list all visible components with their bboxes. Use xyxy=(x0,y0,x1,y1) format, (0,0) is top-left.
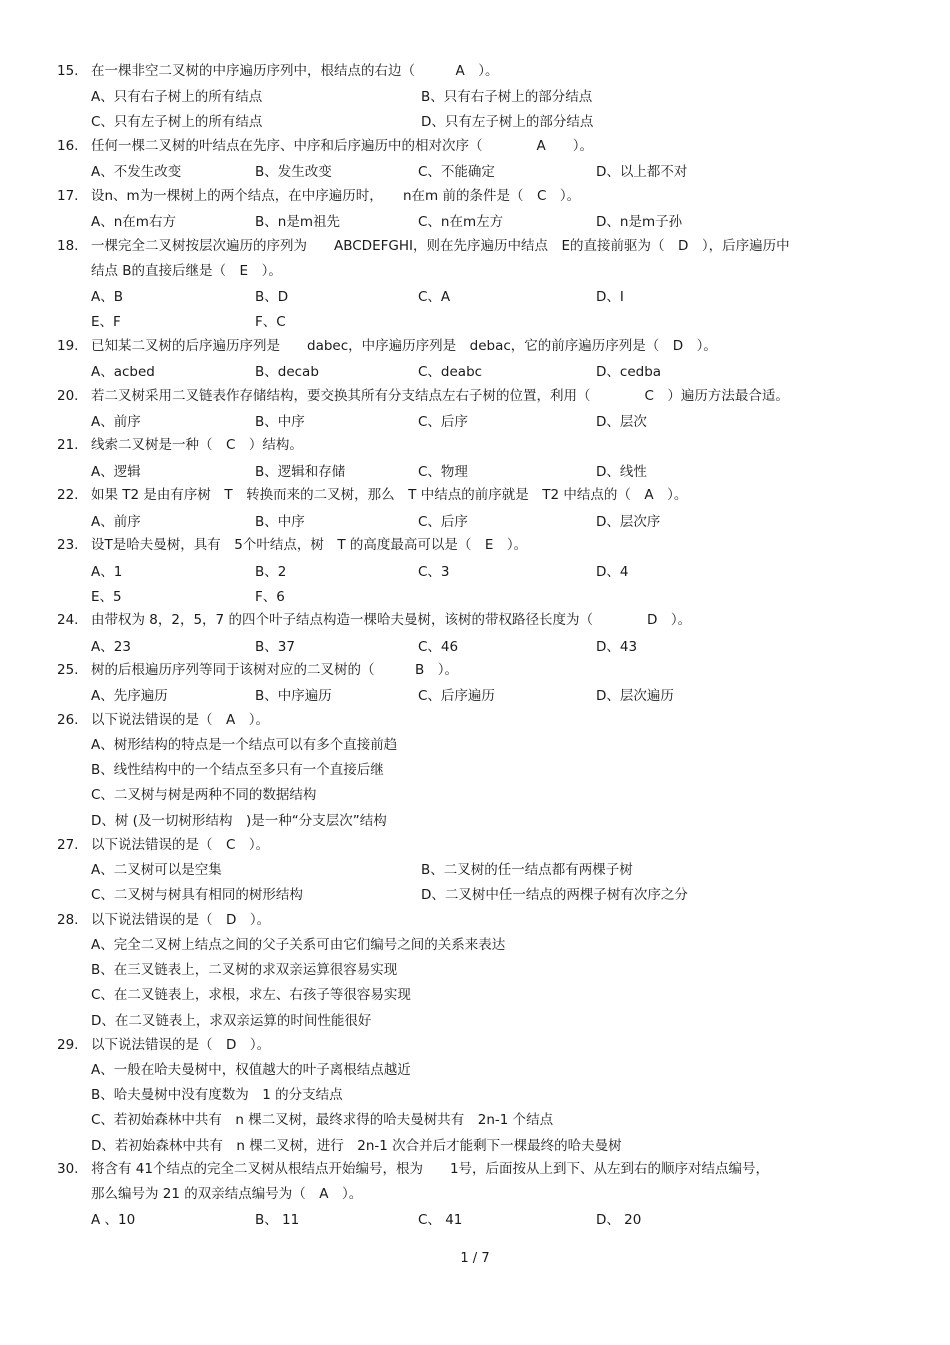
answer-option: B、线性结构中的一个结点至多只有一个直接后继 xyxy=(91,762,384,778)
answer-option: C、不能确定 xyxy=(418,164,495,180)
answer-option: C、在二叉链表上，求根，求左、右孩子等很容易实现 xyxy=(91,987,411,1003)
question-text: 以下说法错误的是（ D ）。 xyxy=(91,1037,271,1053)
answer-option: C、A xyxy=(418,289,451,305)
answer-option: A、不发生改变 xyxy=(91,164,182,180)
answer-option: C、二叉树与树具有相同的树形结构 xyxy=(91,887,303,903)
answer-option: C、后序 xyxy=(418,514,468,530)
answer-option: A、先序遍历 xyxy=(91,688,168,704)
answer-option: B、只有右子树上的部分结点 xyxy=(421,89,593,105)
question-text: 设n、m为一棵树上的两个结点，在中序遍历时， n在m 前的条件是（ C ）。 xyxy=(91,188,581,204)
question-number: 19. xyxy=(57,338,79,354)
answer-option: D、层次 xyxy=(596,414,647,430)
question-number: 30. xyxy=(57,1161,79,1177)
answer-option: C、若初始森林中共有 n 棵二叉树，最终求得的哈夫曼树共有 2n-1 个结点 xyxy=(91,1112,554,1128)
question-number: 20. xyxy=(57,388,79,404)
question-number: 23. xyxy=(57,537,79,553)
answer-option: D、43 xyxy=(596,639,638,655)
answer-option: A、二叉树可以是空集 xyxy=(91,862,222,878)
answer-option: B、中序遍历 xyxy=(255,688,332,704)
question-text: 以下说法错误的是（ A ）。 xyxy=(91,712,269,728)
question-text: 那么编号为 21 的双亲结点编号为（ A ）。 xyxy=(91,1186,363,1202)
answer-option: A、B xyxy=(91,289,123,305)
answer-option: B、中序 xyxy=(255,514,305,530)
question-text: 一棵完全二叉树按层次遍历的序列为 ABCDEFGHI，则在先序遍历中结点 E的直接前驱为（ D ），后序遍历中 xyxy=(91,238,790,254)
answer-option: B、在三叉链表上，二叉树的求双亲运算很容易实现 xyxy=(91,962,398,978)
answer-option: B、哈夫曼树中没有度数为 1 的分支结点 xyxy=(91,1087,343,1103)
answer-option: F、6 xyxy=(255,589,285,605)
page-number: 1 / 7 xyxy=(460,1251,490,1266)
answer-option: D、只有左子树上的部分结点 xyxy=(421,114,594,130)
question-number: 26. xyxy=(57,712,79,728)
answer-option: A、一般在哈夫曼树中，权值越大的叶子离根结点越近 xyxy=(91,1062,411,1078)
answer-option: B、 11 xyxy=(255,1212,300,1228)
answer-option: D、4 xyxy=(596,564,629,580)
question-text: 以下说法错误的是（ D ）。 xyxy=(91,912,271,928)
answer-option: E、F xyxy=(91,314,121,330)
question-text: 如果 T2 是由有序树 T 转换而来的二叉树，那么 T 中结点的前序就是 T2 中结点的（ A ）。 xyxy=(91,487,688,503)
question-text: 若二叉树采用二叉链表作存储结构，要交换其所有分支结点左右子树的位置，利用（ C ）遍历方法最合适。 xyxy=(91,388,789,404)
question-number: 21. xyxy=(57,437,79,453)
answer-option: D、树 (及一切树形结构 )是一种“分支层次”结构 xyxy=(91,813,387,829)
question-text: 线索二叉树是一种（ C ）结构。 xyxy=(91,437,303,453)
answer-option: D、 20 xyxy=(596,1212,642,1228)
question-number: 18. xyxy=(57,238,79,254)
answer-option: C、3 xyxy=(418,564,450,580)
answer-option: C、46 xyxy=(418,639,459,655)
question-text: 任何一棵二叉树的叶结点在先序、中序和后序遍历中的相对次序（ A ）。 xyxy=(91,138,593,154)
answer-option: D、层次序 xyxy=(596,514,661,530)
answer-option: A、只有右子树上的所有结点 xyxy=(91,89,263,105)
answer-option: D、在二叉链表上，求双亲运算的时间性能很好 xyxy=(91,1013,372,1029)
answer-option: D、cedba xyxy=(596,364,662,380)
answer-option: B、二叉树的任一结点都有两棵子树 xyxy=(421,862,633,878)
answer-option: B、37 xyxy=(255,639,295,655)
answer-option: D、以上都不对 xyxy=(596,164,688,180)
answer-option: C、deabc xyxy=(418,364,483,380)
answer-option: C、 41 xyxy=(418,1212,463,1228)
answer-option: B、decab xyxy=(255,364,319,380)
question-text: 已知某二叉树的后序遍历序列是 dabec，中序遍历序列是 debac，它的前序遍历序列是（ D ）。 xyxy=(91,338,717,354)
answer-option: B、n是m祖先 xyxy=(255,214,340,230)
question-number: 29. xyxy=(57,1037,79,1053)
answer-option: C、n在m左方 xyxy=(418,214,504,230)
question-text: 树的后根遍历序列等同于该树对应的二叉树的（ B ）。 xyxy=(91,662,459,678)
answer-option: C、后序遍历 xyxy=(418,688,495,704)
question-number: 17. xyxy=(57,188,79,204)
question-text: 将含有 41个结点的完全二叉树从根结点开始编号，根为 1号，后面按从上到下、从左到右的顺序对结点编号， xyxy=(91,1161,770,1177)
answer-option: D、若初始森林中共有 n 棵二叉树，进行 2n-1 次合并后才能剩下一棵最终的哈夫曼树 xyxy=(91,1138,622,1154)
answer-option: D、二叉树中任一结点的两棵子树有次序之分 xyxy=(421,887,688,903)
answer-option: E、5 xyxy=(91,589,122,605)
answer-option: B、D xyxy=(255,289,289,305)
question-number: 28. xyxy=(57,912,79,928)
question-number: 24. xyxy=(57,612,79,628)
answer-option: A、前序 xyxy=(91,514,141,530)
answer-option: A、树形结构的特点是一个结点可以有多个直接前趋 xyxy=(91,737,398,753)
answer-option: B、2 xyxy=(255,564,287,580)
answer-option: D、I xyxy=(596,289,624,305)
answer-option: A、前序 xyxy=(91,414,141,430)
answer-option: A、n在m右方 xyxy=(91,214,176,230)
answer-option: A、1 xyxy=(91,564,123,580)
question-text: 以下说法错误的是（ C ）。 xyxy=(91,837,270,853)
answer-option: F、C xyxy=(255,314,286,330)
answer-option: C、只有左子树上的所有结点 xyxy=(91,114,263,130)
answer-option: C、后序 xyxy=(418,414,468,430)
answer-option: A、完全二叉树上结点之间的父子关系可由它们编号之间的关系来表达 xyxy=(91,937,506,953)
question-number: 25. xyxy=(57,662,79,678)
question-text: 结点 B的直接后继是（ E ）。 xyxy=(91,263,282,279)
question-number: 16. xyxy=(57,138,79,154)
answer-option: A、逻辑 xyxy=(91,464,141,480)
answer-option: A、acbed xyxy=(91,364,155,380)
question-text: 由带权为 8，2，5，7 的四个叶子结点构造一棵哈夫曼树，该树的带权路径长度为（ D ）。 xyxy=(91,612,692,628)
question-number: 22. xyxy=(57,487,79,503)
answer-option: D、层次遍历 xyxy=(596,688,674,704)
question-number: 15. xyxy=(57,63,79,79)
answer-option: C、物理 xyxy=(418,464,468,480)
answer-option: B、发生改变 xyxy=(255,164,332,180)
question-text: 设T是哈夫曼树，具有 5个叶结点，树 T 的高度最高可以是（ E ）。 xyxy=(91,537,528,553)
answer-option: A、23 xyxy=(91,639,131,655)
answer-option: A 、10 xyxy=(91,1212,136,1228)
answer-option: D、线性 xyxy=(596,464,647,480)
answer-option: B、逻辑和存储 xyxy=(255,464,346,480)
answer-option: B、中序 xyxy=(255,414,305,430)
question-number: 27. xyxy=(57,837,79,853)
answer-option: D、n是m子孙 xyxy=(596,214,683,230)
question-text: 在一棵非空二叉树的中序遍历序列中，根结点的右边（ A ）。 xyxy=(91,63,499,79)
answer-option: C、二叉树与树是两种不同的数据结构 xyxy=(91,787,317,803)
